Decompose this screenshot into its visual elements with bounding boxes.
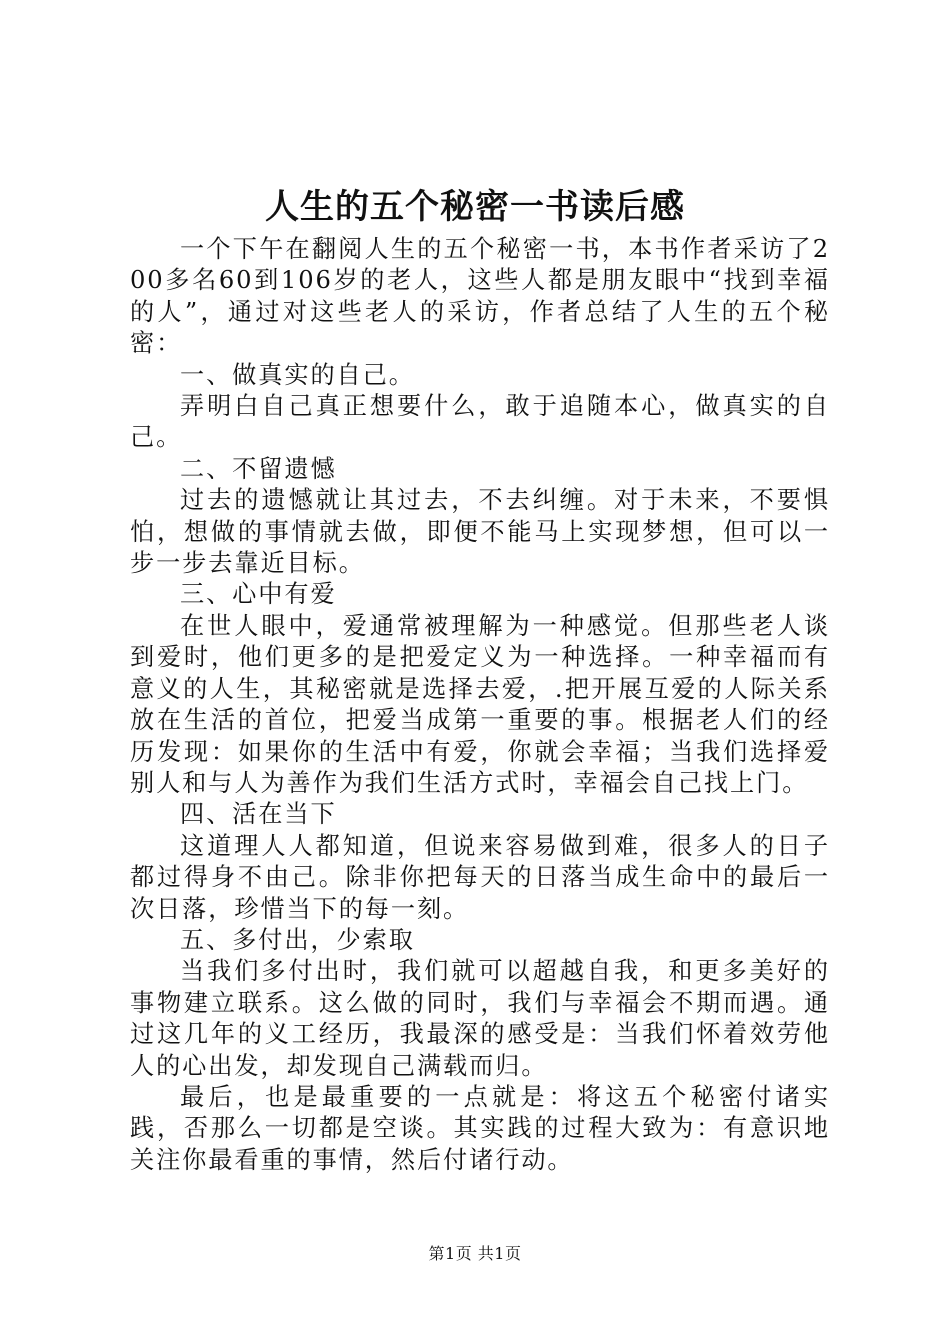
conclusion-paragraph: 最后，也是最重要的一点就是：将这五个秘密付诸实践，否那么一切都是空谈。其实践的过程大致为：有意识地关注你最看重的事情，然后付诸行动。 <box>130 1082 830 1174</box>
section-body-2: 过去的遗憾就让其过去，不去纠缠。对于未来，不要惧怕，想做的事情就去做，即便不能马上实现梦想，但可以一步一步去靠近目标。 <box>130 486 830 578</box>
intro-paragraph: 一个下午在翻阅人生的五个秘密一书，本书作者采访了200多名60到106岁的老人，这些人都是朋友眼中“找到幸福的人”，通过对这些老人的采访，作者总结了人生的五个秘密： <box>130 235 830 358</box>
section-body-4: 这道理人人都知道，但说来容易做到难，很多人的日子都过得身不由己。除非你把每天的日落当成生命中的最后一次日落，珍惜当下的每一刻。 <box>130 831 830 923</box>
document-body <box>130 234 830 1176</box>
document-title: 人生的五个秘密一书读后感 <box>265 187 685 227</box>
section-heading-1: 一、做真实的自己。 <box>180 360 415 389</box>
section-heading-2: 二、不留遗憾 <box>180 454 337 483</box>
section-heading-5: 五、多付出，少索取 <box>180 925 415 954</box>
section-body-1: 弄明白自己真正想要什么，敢于追随本心，做真实的自己。 <box>130 392 830 452</box>
section-body-5: 当我们多付出时，我们就可以超越自我，和更多美好的事物建立联系。这么做的同时，我们与幸福会不期而遇。通过这几年的义工经历，我最深的感受是：当我们怀着效劳他人的心出发，却发现自己满载而归。 <box>130 957 830 1080</box>
page-number-footer: 第1页 共1页 <box>428 1244 522 1263</box>
section-heading-3: 三、心中有爱 <box>180 580 337 609</box>
section-heading-4: 四、活在当下 <box>180 800 337 829</box>
section-body-3: 在世人眼中，爱通常被理解为一种感觉。但那些老人谈到爱时，他们更多的是把爱定义为一种选择。一种幸福而有意义的人生，其秘密就是选择去爱，.把开展互爱的人际关系放在生活的首位，把爱当成第一重要的事。根据老人们的经历发现：如果你的生活中有爱，你就会幸福；当我们选择爱别人和与人为善作为我们生活方式时，幸福会自己找上门。 <box>130 611 830 797</box>
